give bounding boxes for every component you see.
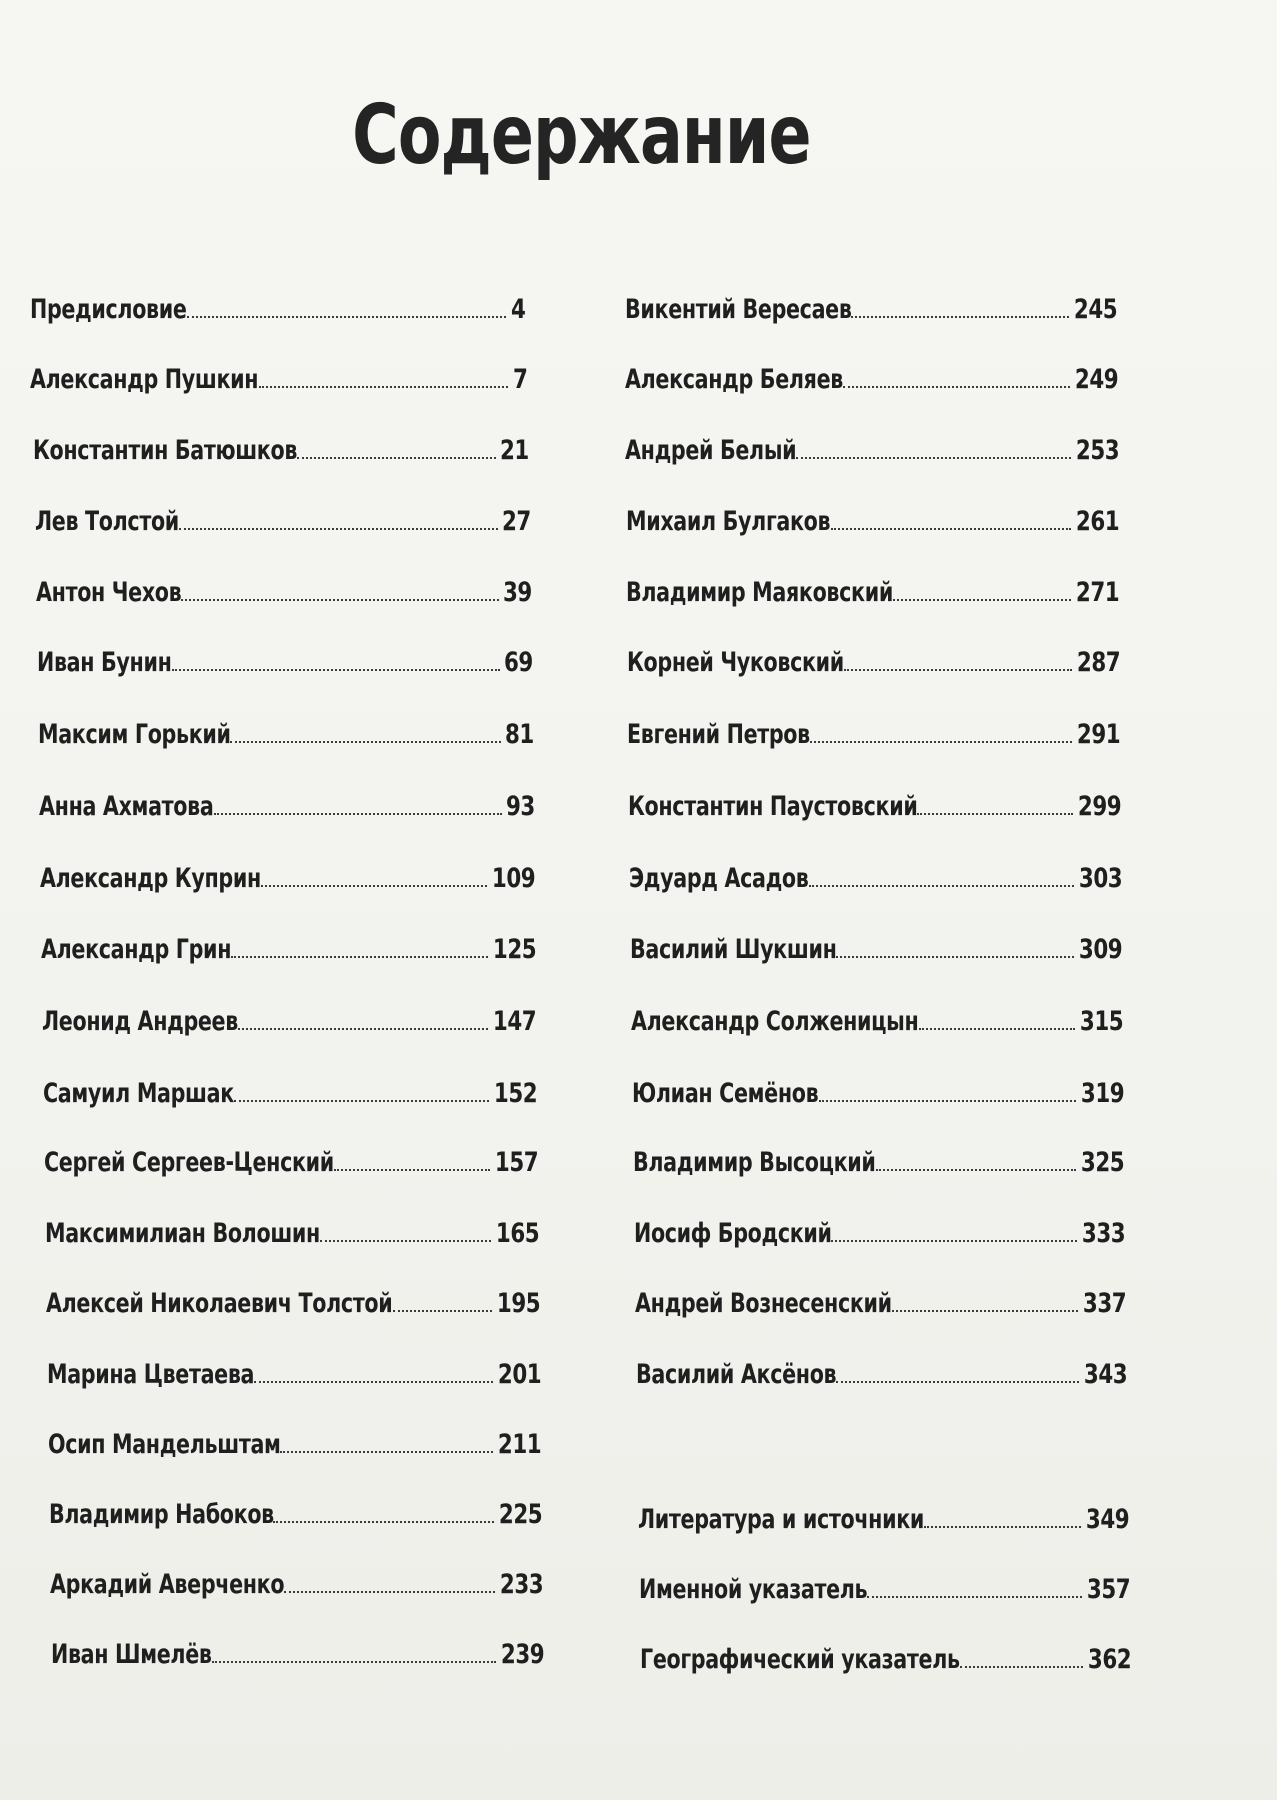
toc-leader-dots xyxy=(810,740,1072,743)
toc-leader-dots xyxy=(393,1309,493,1312)
toc-leader-dots xyxy=(214,812,503,815)
toc-entry-title: Константин Батюшков xyxy=(33,435,298,466)
toc-entry-page-number: 21 xyxy=(500,435,529,466)
page-title: Содержание xyxy=(352,88,811,183)
toc-entry-title: Алексей Николаевич Толстой xyxy=(46,1288,393,1319)
toc-entry-title: Василий Шукшин xyxy=(630,934,837,965)
toc-entry xyxy=(633,1138,1124,1178)
toc-leader-dots xyxy=(284,1590,496,1593)
toc-entry xyxy=(628,782,1121,822)
toc-entry-page-number: 362 xyxy=(1087,1644,1131,1675)
toc-entry-page-number: 349 xyxy=(1085,1504,1129,1535)
toc-entry-page-number: 291 xyxy=(1076,719,1120,750)
toc-entry-title: Марина Цветаева xyxy=(47,1359,255,1390)
toc-entry-title: Антон Чехов xyxy=(36,577,182,608)
toc-leader-dots xyxy=(876,1168,1077,1171)
toc-entry xyxy=(625,285,1117,325)
toc-entry-title: Александр Грин xyxy=(41,934,232,965)
toc-leader-dots xyxy=(297,456,497,459)
toc-entry xyxy=(42,997,536,1037)
toc-leader-dots xyxy=(238,1027,489,1030)
toc-entry xyxy=(43,1069,537,1109)
toc-entry-page-number: 271 xyxy=(1075,577,1119,608)
toc-entry-title: Александр Пушкин xyxy=(30,364,259,395)
toc-entry-page-number: 81 xyxy=(505,719,534,750)
toc-leader-dots xyxy=(254,1380,494,1383)
toc-entry-title: Анна Ахматова xyxy=(39,791,214,822)
toc-entry-page-number: 225 xyxy=(498,1499,542,1530)
toc-entry xyxy=(30,355,527,395)
toc-leader-dots xyxy=(320,1239,491,1242)
toc-leader-dots xyxy=(919,1027,1076,1030)
toc-entry-title: Литература и источники xyxy=(638,1504,925,1535)
toc-entry-page-number: 303 xyxy=(1078,863,1122,894)
toc-entry-title: Максим Горький xyxy=(38,719,231,750)
toc-entry-title: Иван Шмелёв xyxy=(51,1639,212,1670)
toc-entry xyxy=(46,1279,540,1319)
toc-entry-page-number: 245 xyxy=(1073,294,1117,325)
toc-entry xyxy=(630,925,1122,965)
toc-entry-page-number: 165 xyxy=(495,1218,539,1249)
toc-entry xyxy=(635,1279,1126,1319)
toc-entry xyxy=(626,497,1119,537)
toc-leader-dots xyxy=(844,668,1072,671)
toc-entry-page-number: 4 xyxy=(510,294,525,325)
toc-entry-page-number: 39 xyxy=(503,577,532,608)
toc-entry-page-number: 315 xyxy=(1079,1006,1123,1037)
toc-entry-page-number: 7 xyxy=(512,364,527,395)
toc-entry xyxy=(632,1069,1124,1109)
toc-entry-page-number: 27 xyxy=(502,506,531,537)
toc-entry xyxy=(627,638,1120,678)
toc-entry xyxy=(629,854,1122,894)
toc-entry xyxy=(30,285,525,325)
toc-entry-title: Иван Бунин xyxy=(37,647,172,678)
toc-leader-dots xyxy=(796,456,1072,459)
toc-entry-page-number: 253 xyxy=(1075,435,1119,466)
toc-leader-dots xyxy=(851,315,1069,318)
toc-entry-title: Иосиф Бродский xyxy=(634,1218,832,1249)
toc-entry xyxy=(41,925,536,965)
toc-entry-page-number: 109 xyxy=(491,863,535,894)
toc-entry-page-number: 125 xyxy=(492,934,536,965)
toc-entry-title: Самуил Маршак xyxy=(43,1078,234,1109)
toc-entry-page-number: 69 xyxy=(504,647,533,678)
toc-entry-page-number: 325 xyxy=(1080,1147,1124,1178)
toc-entry xyxy=(38,710,534,750)
toc-entry-page-number: 357 xyxy=(1086,1574,1130,1605)
toc-entry xyxy=(631,997,1123,1037)
toc-entry-page-number: 287 xyxy=(1076,647,1120,678)
toc-entry xyxy=(625,355,1118,395)
toc-entry xyxy=(636,1350,1127,1390)
toc-entry-title: Александр Беляев xyxy=(625,364,843,395)
toc-entry-title: Владимир Высоцкий xyxy=(633,1147,876,1178)
toc-leader-dots xyxy=(334,1168,490,1171)
toc-leader-dots xyxy=(181,598,499,601)
toc-entry xyxy=(40,854,535,894)
toc-entry-title: Юлиан Семёнов xyxy=(632,1078,819,1109)
toc-entry-page-number: 333 xyxy=(1081,1218,1125,1249)
toc-entry xyxy=(35,497,531,537)
toc-entry-title: Географический указатель xyxy=(640,1644,960,1675)
toc-entry-page-number: 201 xyxy=(497,1359,541,1390)
toc-entry-title: Именной указатель xyxy=(639,1574,868,1605)
toc-entry xyxy=(33,426,529,466)
toc-entry-title: Осип Мандельштам xyxy=(48,1429,281,1460)
toc-leader-dots xyxy=(960,1665,1084,1668)
toc-entry-title: Викентий Вересаев xyxy=(625,294,852,325)
toc-entry-page-number: 152 xyxy=(493,1078,537,1109)
toc-entry-title: Корней Чуковский xyxy=(627,647,844,678)
toc-entry-title: Андрей Вознесенский xyxy=(635,1288,892,1319)
toc-entry-page-number: 157 xyxy=(494,1147,538,1178)
toc-entry-title: Александр Солженицын xyxy=(631,1006,919,1037)
toc-entry xyxy=(47,1350,541,1390)
toc-leader-dots xyxy=(231,955,489,958)
toc-entry-page-number: 211 xyxy=(497,1429,541,1460)
toc-entry-title: Евгений Петров xyxy=(627,719,810,750)
toc-leader-dots xyxy=(843,385,1070,388)
toc-leader-dots xyxy=(172,668,501,671)
toc-entry xyxy=(49,1490,542,1530)
toc-entry-page-number: 93 xyxy=(506,791,535,822)
toc-entry xyxy=(638,1495,1129,1535)
toc-entry-page-number: 195 xyxy=(496,1288,540,1319)
toc-leader-dots xyxy=(836,955,1074,958)
toc-entry-title: Владимир Набоков xyxy=(49,1499,274,1530)
toc-entry xyxy=(39,782,535,822)
toc-entry-title: Эдуард Асадов xyxy=(629,863,809,894)
toc-entry-title: Владимир Маяковский xyxy=(626,577,893,608)
toc-entry-page-number: 233 xyxy=(499,1569,543,1600)
toc-leader-dots xyxy=(179,527,498,530)
toc-entry xyxy=(48,1420,541,1460)
toc-leader-dots xyxy=(892,1309,1079,1312)
toc-leader-dots xyxy=(234,1099,490,1102)
toc-entry xyxy=(36,568,532,608)
toc-leader-dots xyxy=(809,884,1075,887)
toc-entry xyxy=(639,1565,1130,1605)
toc-entry xyxy=(50,1560,543,1600)
toc-entry-page-number: 343 xyxy=(1083,1359,1127,1390)
toc-entry xyxy=(625,426,1119,466)
toc-entry-title: Аркадий Аверченко xyxy=(50,1569,285,1600)
toc-entry-title: Максимилиан Волошин xyxy=(45,1218,320,1249)
toc-leader-dots xyxy=(273,1520,494,1523)
toc-entry-title: Леонид Андреев xyxy=(42,1006,238,1037)
toc-entry-page-number: 239 xyxy=(500,1639,544,1670)
toc-leader-dots xyxy=(893,598,1071,601)
toc-leader-dots xyxy=(831,1239,1077,1242)
toc-leader-dots xyxy=(836,1380,1080,1383)
toc-entry-title: Михаил Булгаков xyxy=(626,506,831,537)
toc-entry xyxy=(640,1635,1131,1675)
toc-entry-title: Александр Куприн xyxy=(40,863,261,894)
toc-entry xyxy=(626,568,1119,608)
toc-leader-dots xyxy=(867,1595,1083,1598)
toc-entry-title: Сергей Сергеев-Ценский xyxy=(44,1147,334,1178)
toc-entry-title: Андрей Белый xyxy=(625,435,797,466)
toc-leader-dots xyxy=(917,812,1073,815)
toc-leader-dots xyxy=(831,527,1072,530)
toc-entry-page-number: 299 xyxy=(1077,791,1121,822)
toc-entry-title: Предисловие xyxy=(30,294,187,325)
toc-leader-dots xyxy=(261,884,488,887)
toc-entry-page-number: 309 xyxy=(1078,934,1122,965)
toc-leader-dots xyxy=(187,315,506,318)
toc-entry-page-number: 147 xyxy=(492,1006,536,1037)
toc-entry xyxy=(44,1138,538,1178)
toc-entry-title: Василий Аксёнов xyxy=(636,1359,837,1390)
toc-entry-page-number: 337 xyxy=(1082,1288,1126,1319)
toc-entry-title: Лев Толстой xyxy=(35,506,179,537)
toc-entry-page-number: 319 xyxy=(1080,1078,1124,1109)
toc-leader-dots xyxy=(924,1525,1082,1528)
toc-entry xyxy=(634,1209,1125,1249)
toc-leader-dots xyxy=(819,1099,1077,1102)
toc-entry-title: Константин Паустовский xyxy=(628,791,918,822)
toc-leader-dots xyxy=(212,1660,497,1663)
toc-leader-dots xyxy=(230,740,501,743)
toc-entry-page-number: 261 xyxy=(1075,506,1119,537)
toc-entry xyxy=(51,1630,544,1670)
toc-entry-page-number: 249 xyxy=(1074,364,1118,395)
toc-entry xyxy=(45,1209,539,1249)
toc-entry xyxy=(37,638,533,678)
toc-entry xyxy=(627,710,1120,750)
toc-leader-dots xyxy=(259,385,509,388)
toc-leader-dots xyxy=(280,1450,493,1453)
